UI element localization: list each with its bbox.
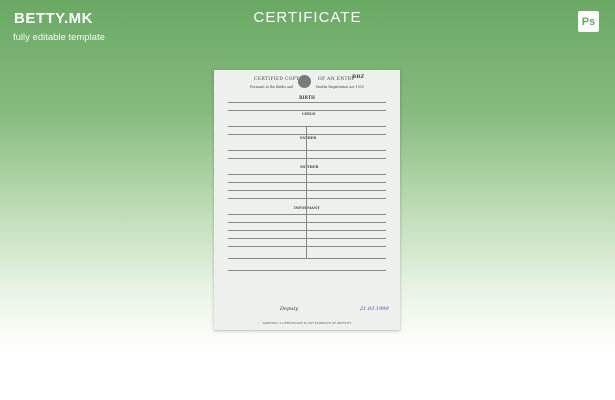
registrar-signature: Deputy [280,306,299,312]
section-informant: INFORMANT [294,206,320,210]
divider [228,246,386,247]
page-title: CERTIFICATE [253,9,362,26]
divider [228,190,386,191]
certificate-warning: WARNING: A CERTIFICATE IS NOT EVIDENCE OF IDENTITY [262,321,352,325]
divider [228,230,386,231]
photoshop-icon[interactable]: Ps [578,11,599,32]
divider [228,102,386,103]
divider [228,198,386,199]
divider [228,222,386,223]
section-child: CHILD [302,112,316,116]
divider [228,258,386,259]
certificate-subheading-left: Pursuant to the Births and [250,85,293,89]
certificate-heading-left: CERTIFIED COPY [254,77,300,82]
divider [228,270,386,271]
divider [228,174,386,175]
column-divider [306,126,307,258]
divider [228,158,386,159]
divider [228,214,386,215]
section-father: FATHER [300,136,317,140]
divider [228,110,386,111]
divider [228,134,386,135]
certificate-preview [214,70,400,330]
certificate-date: 21.03.1990 [360,306,389,312]
divider [228,182,386,183]
divider [228,150,386,151]
divider [228,126,386,127]
brand-tagline: fully editable template [13,32,105,43]
crest-icon [298,75,311,88]
certificate-subheading-right: Deaths Registration Act 1953 [316,85,364,89]
section-birth: BIRTH [299,95,315,100]
brand-logo: BETTY.MK [14,10,93,27]
certificate-heading-right: OF AN ENTRY [318,77,355,82]
section-mother: MOTHER [300,165,319,169]
divider [228,238,386,239]
certificate-code: BBZ [352,74,365,80]
